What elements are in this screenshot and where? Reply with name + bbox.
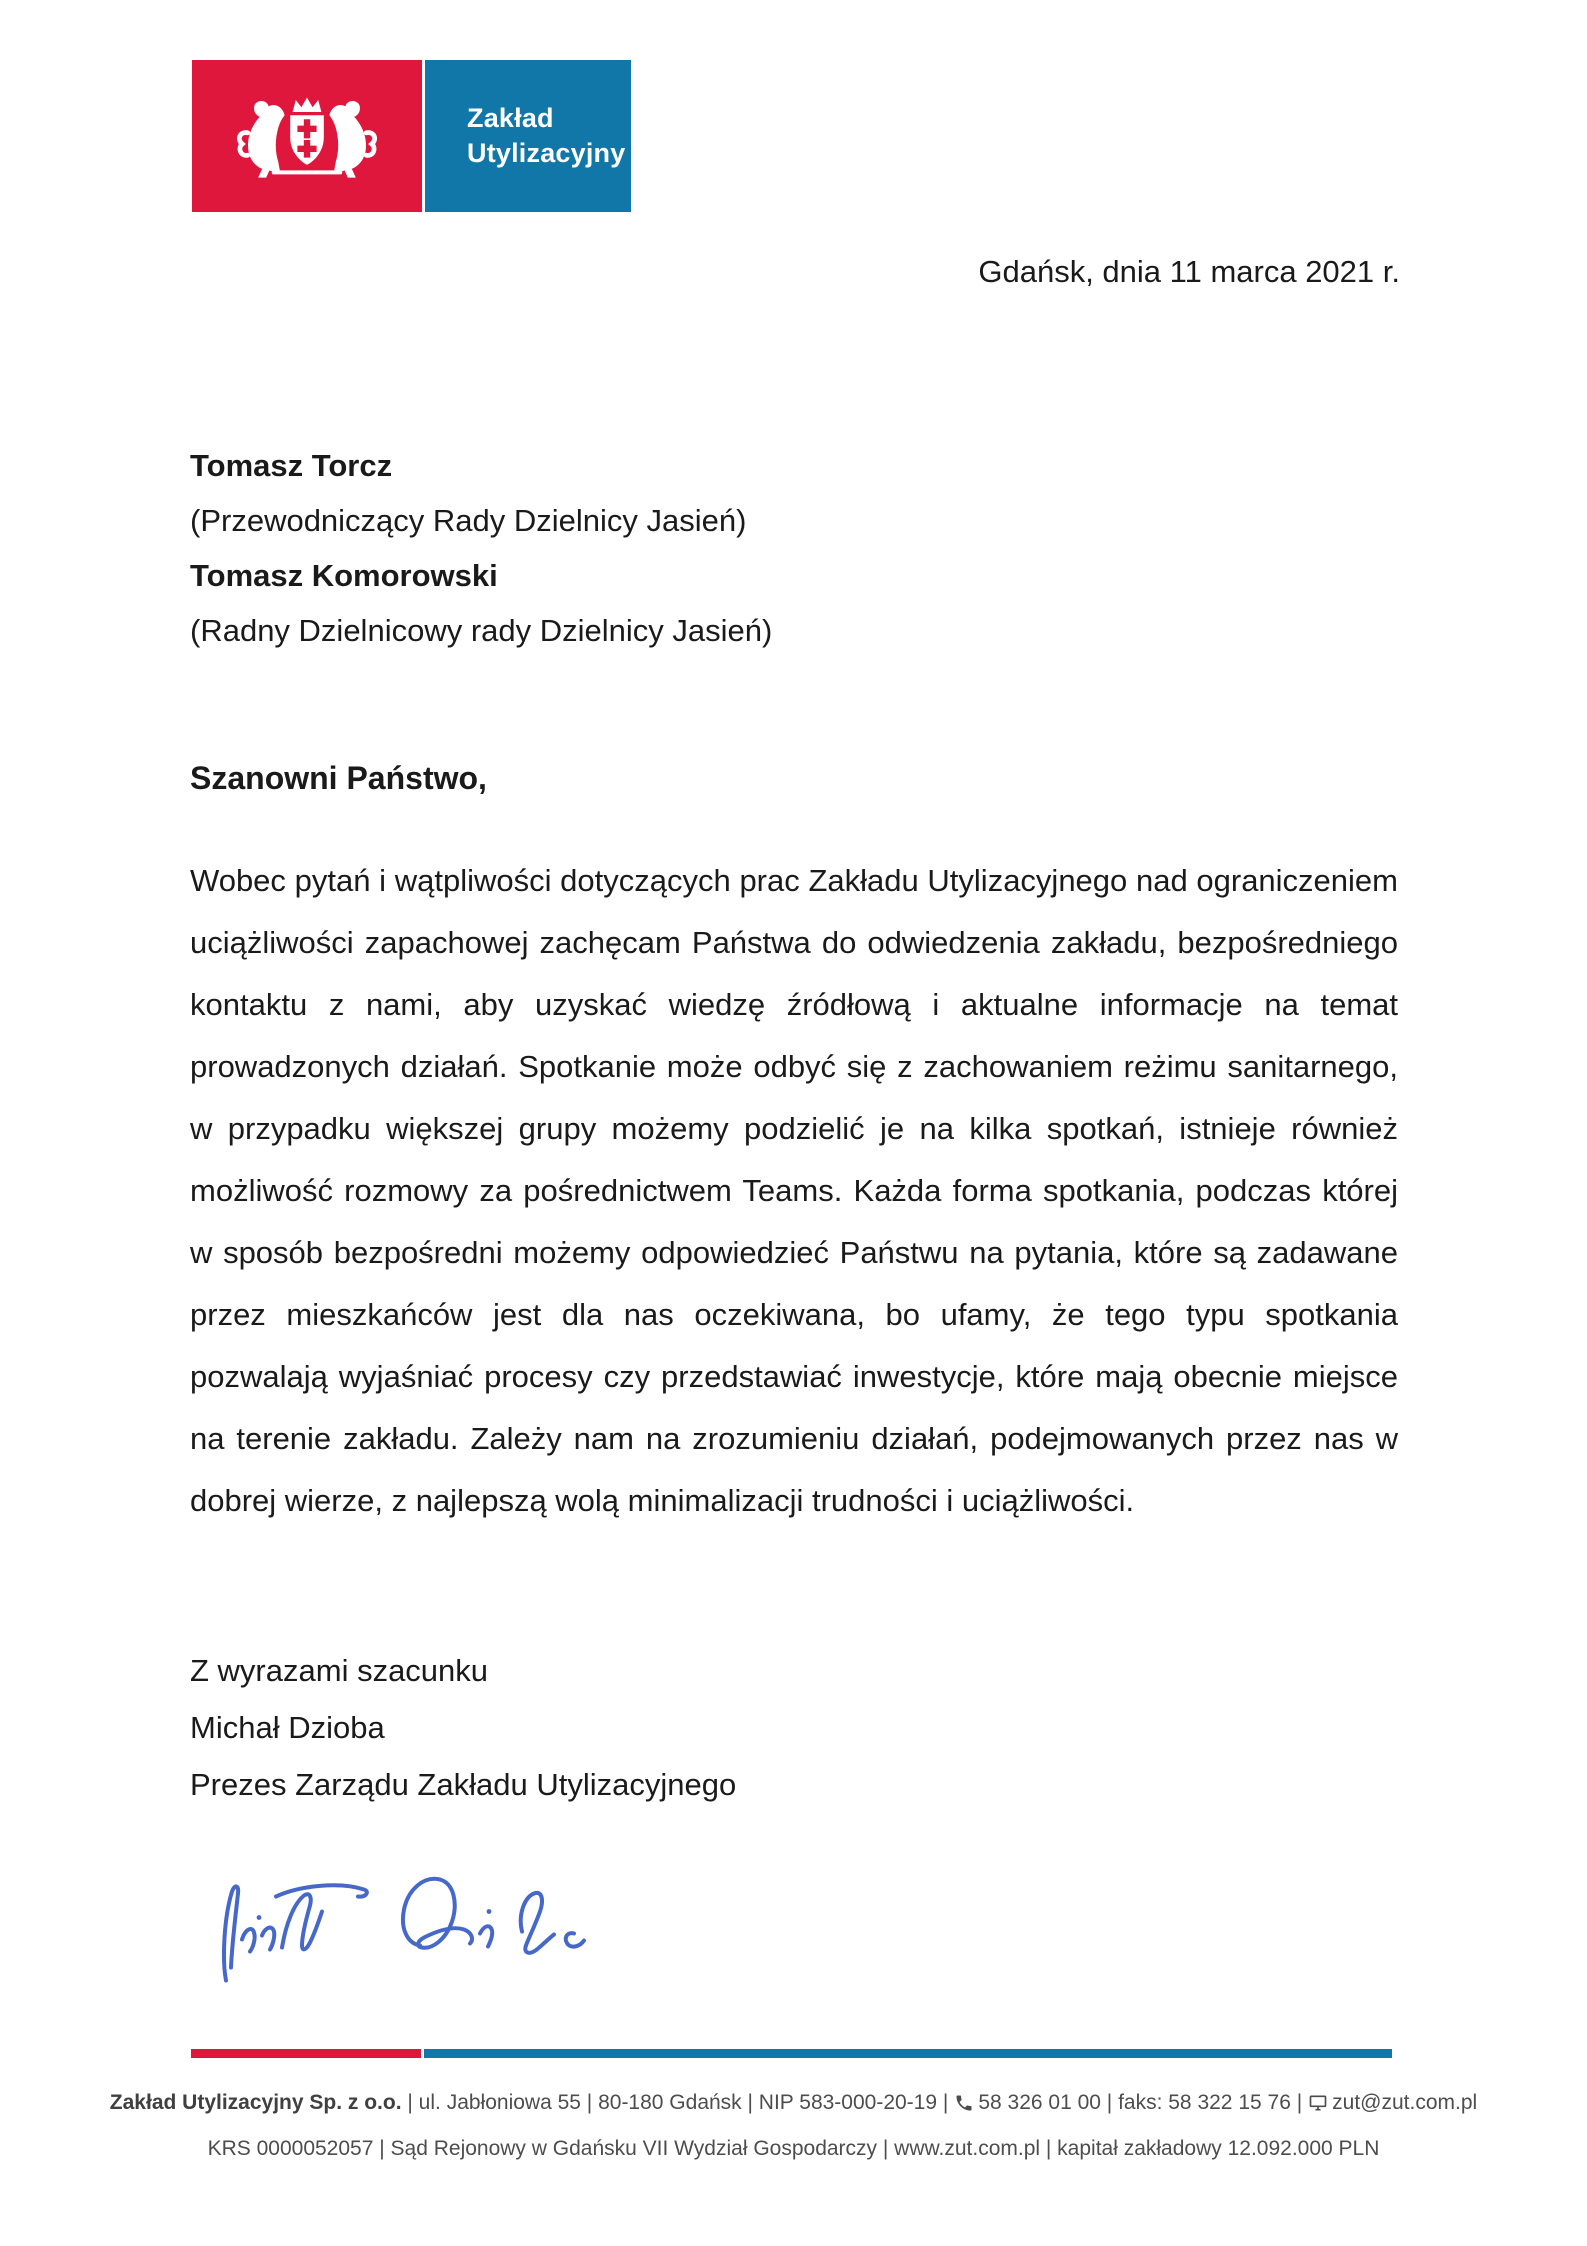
footer-registry-line: KRS 0000052057 | Sąd Rejonowy w Gdańsku VII Wydział Gospodarczy | www.zut.com.pl | kapitał zakładowy 12.092.000 PLN	[207, 2137, 1380, 2160]
signer-title: Prezes Zarządu Zakładu Utylizacyjnego	[190, 1767, 737, 1802]
phone-icon	[954, 2093, 974, 2113]
salutation: Szanowni Państwo,	[190, 760, 487, 796]
monitor-icon	[1308, 2093, 1328, 2113]
footer	[0, 2080, 1587, 2172]
footer-contact-line	[0, 2080, 1587, 2126]
signer-name: Michał Dzioba	[190, 1710, 385, 1745]
recipient-block	[190, 438, 772, 658]
footer-divider-red	[191, 2049, 421, 2058]
closing-block	[190, 1642, 736, 1813]
date-line: Gdańsk, dnia 11 marca 2021 r.	[978, 254, 1400, 289]
logo-red-panel	[192, 60, 422, 212]
handwritten-signature-icon	[212, 1845, 612, 2005]
recipient-role: (Przewodniczący Rady Dzielnicy Jasień)	[190, 503, 747, 538]
org-name-line2: Utylizacyjny	[467, 138, 626, 168]
footer-email: zut@zut.com.pl	[1332, 2091, 1478, 2114]
footer-divider-blue	[424, 2049, 1392, 2058]
footer-address: | ul. Jabłoniowa 55 | 80-180 Gdańsk | NIP 583-000-20-19 |	[407, 2091, 949, 2114]
body-paragraph: Wobec pytań i wątpliwości dotyczących prac Zakładu Utylizacyjnego nad ograniczeniem uciążliwości zapachowej zachęcam Państwa do odwiedzenia zakładu, bezpośredniego kontaktu z nami, aby uzyskać wiedzę źródłową i aktualne informacje na temat prowadzonych działań. Spotkanie może odbyć się z zachowaniem reżimu sanitarnego, w przypadku większej grupy możemy podzielić je na kilka spotkań, istnieje również możliwość rozmowy za pośrednictwem Teams. Każda forma spotkania, podczas której w sposób bezpośredni możemy odpowiedzieć Państwu na pytania, które są zadawane przez mieszkańców jest dla nas oczekiwana, bo ufamy, że tego typu spotkania pozwalają wyjaśniać procesy czy przedstawiać inwestycje, które mają obecnie miejsce na terenie zakładu. Zależy nam na zrozumieniu działań, podejmowanych przez nas w dobrej wierze, z najlepszą wolą minimalizacji trudności i uciążliwości.	[190, 863, 1398, 1518]
footer-phones: 58 326 01 00 | faks: 58 322 15 76 |	[978, 2091, 1303, 2114]
logo-org-name	[425, 60, 631, 212]
footer-divider	[191, 2049, 1392, 2058]
letterhead-logo	[192, 60, 631, 212]
recipient-name: Tomasz Torcz	[190, 448, 393, 483]
gdansk-crest-icon	[227, 88, 387, 184]
recipient-role: (Radny Dzielnicowy rady Dzielnicy Jasień)	[190, 613, 773, 648]
footer-company-name: Zakład Utylizacyjny Sp. z o.o.	[109, 2091, 402, 2114]
recipient-name: Tomasz Komorowski	[190, 558, 498, 593]
org-name-line1: Zakład	[467, 103, 554, 133]
valediction: Z wyrazami szacunku	[190, 1653, 489, 1688]
